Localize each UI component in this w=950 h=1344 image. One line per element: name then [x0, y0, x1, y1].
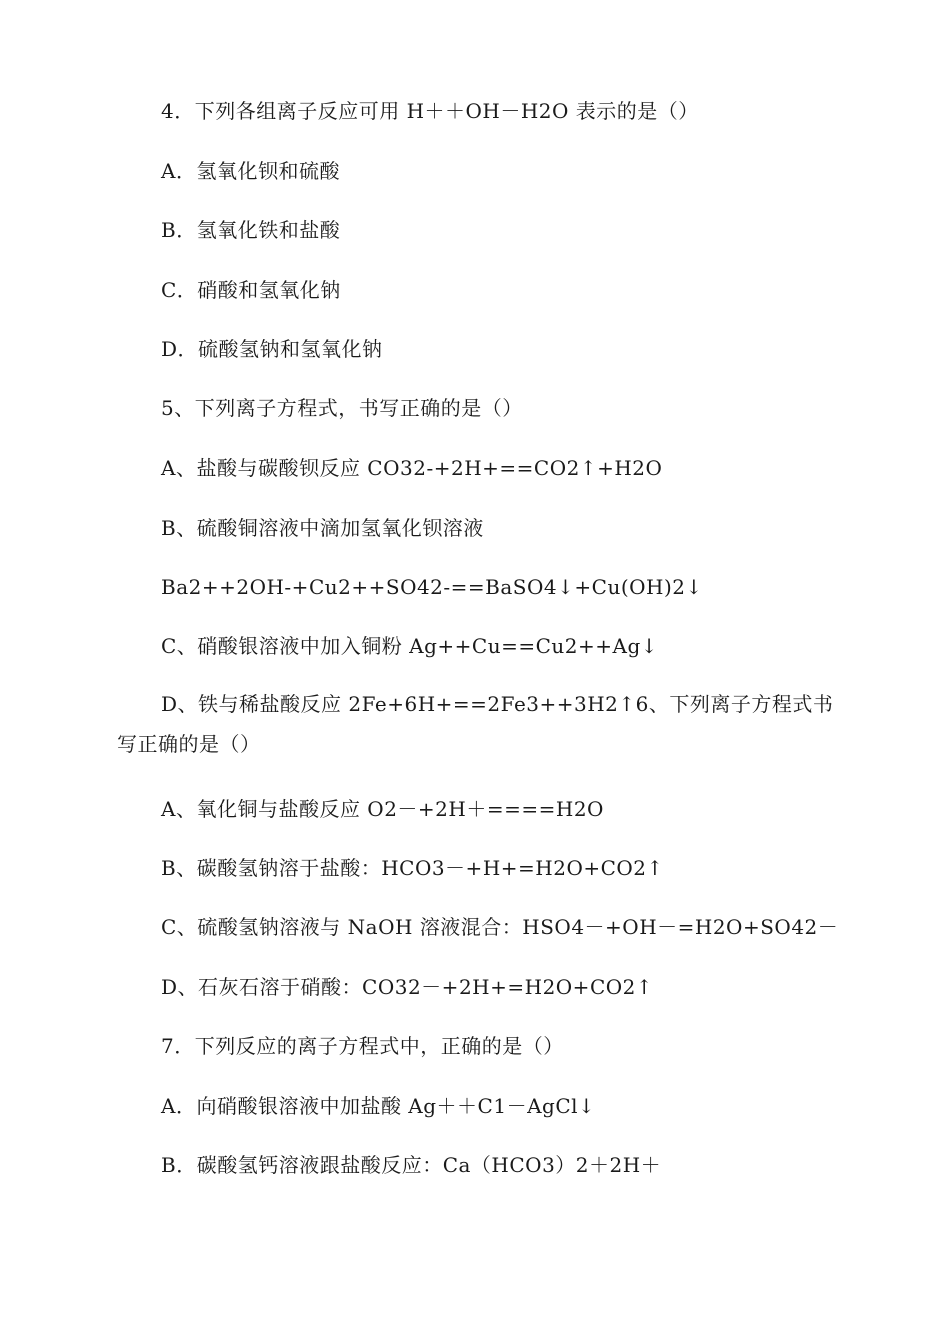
- question-7-stem: 7．下列反应的离子方程式中，正确的是（）: [161, 1034, 564, 1058]
- question-5-option-b: B、硫酸铜溶液中滴加氢氧化钡溶液: [161, 516, 484, 540]
- question-5-option-a: A、盐酸与碳酸钡反应 CO32-+2H+==CO2↑+H2O: [161, 456, 663, 480]
- question-5-option-d-and-question-6-stem: D、铁与稀盐酸反应 2Fe+6H+==2Fe3++3H2↑6、下列离子方程式书写正确的是（）: [117, 692, 834, 756]
- question-6-option-d: D、石灰石溶于硝酸：CO32－+2H+=H2O+CO2↑: [161, 975, 654, 999]
- question-4-option-c: C．硝酸和氢氧化钠: [161, 278, 341, 302]
- question-6-option-c: C、硫酸氢钠溶液与 NaOH 溶液混合：HSO4－+OH－=H2O+SO42－: [161, 915, 839, 939]
- question-6-option-a: A、氧化铜与盐酸反应 O2－+2H＋====H2O: [161, 797, 604, 821]
- question-4-option-b: B．氢氧化铁和盐酸: [161, 218, 341, 242]
- question-5-option-c: C、硝酸银溶液中加入铜粉 Ag++Cu==Cu2++Ag↓: [161, 634, 659, 658]
- question-5-option-b-equation: Ba2++2OH-+Cu2++SO42-==BaSO4↓+Cu(OH)2↓: [161, 575, 703, 599]
- question-4-option-d: D．硫酸氢钠和氢氧化钠: [161, 337, 383, 361]
- question-6-option-b: B、碳酸氢钠溶于盐酸：HCO3－+H+=H2O+CO2↑: [161, 856, 664, 880]
- question-7-option-a: A．向硝酸银溶液中加盐酸 Ag＋＋C1－AgCl↓: [161, 1094, 596, 1118]
- question-4-stem: 4．下列各组离子反应可用 H＋＋OH－H2O 表示的是（）: [161, 99, 699, 123]
- question-5-stem: 5、下列离子方程式，书写正确的是（）: [161, 396, 523, 420]
- question-4-option-a: A．氢氧化钡和硫酸: [161, 159, 340, 183]
- question-7-option-b: B．碳酸氢钙溶液跟盐酸反应：Ca（HCO3）2＋2H＋: [161, 1153, 662, 1177]
